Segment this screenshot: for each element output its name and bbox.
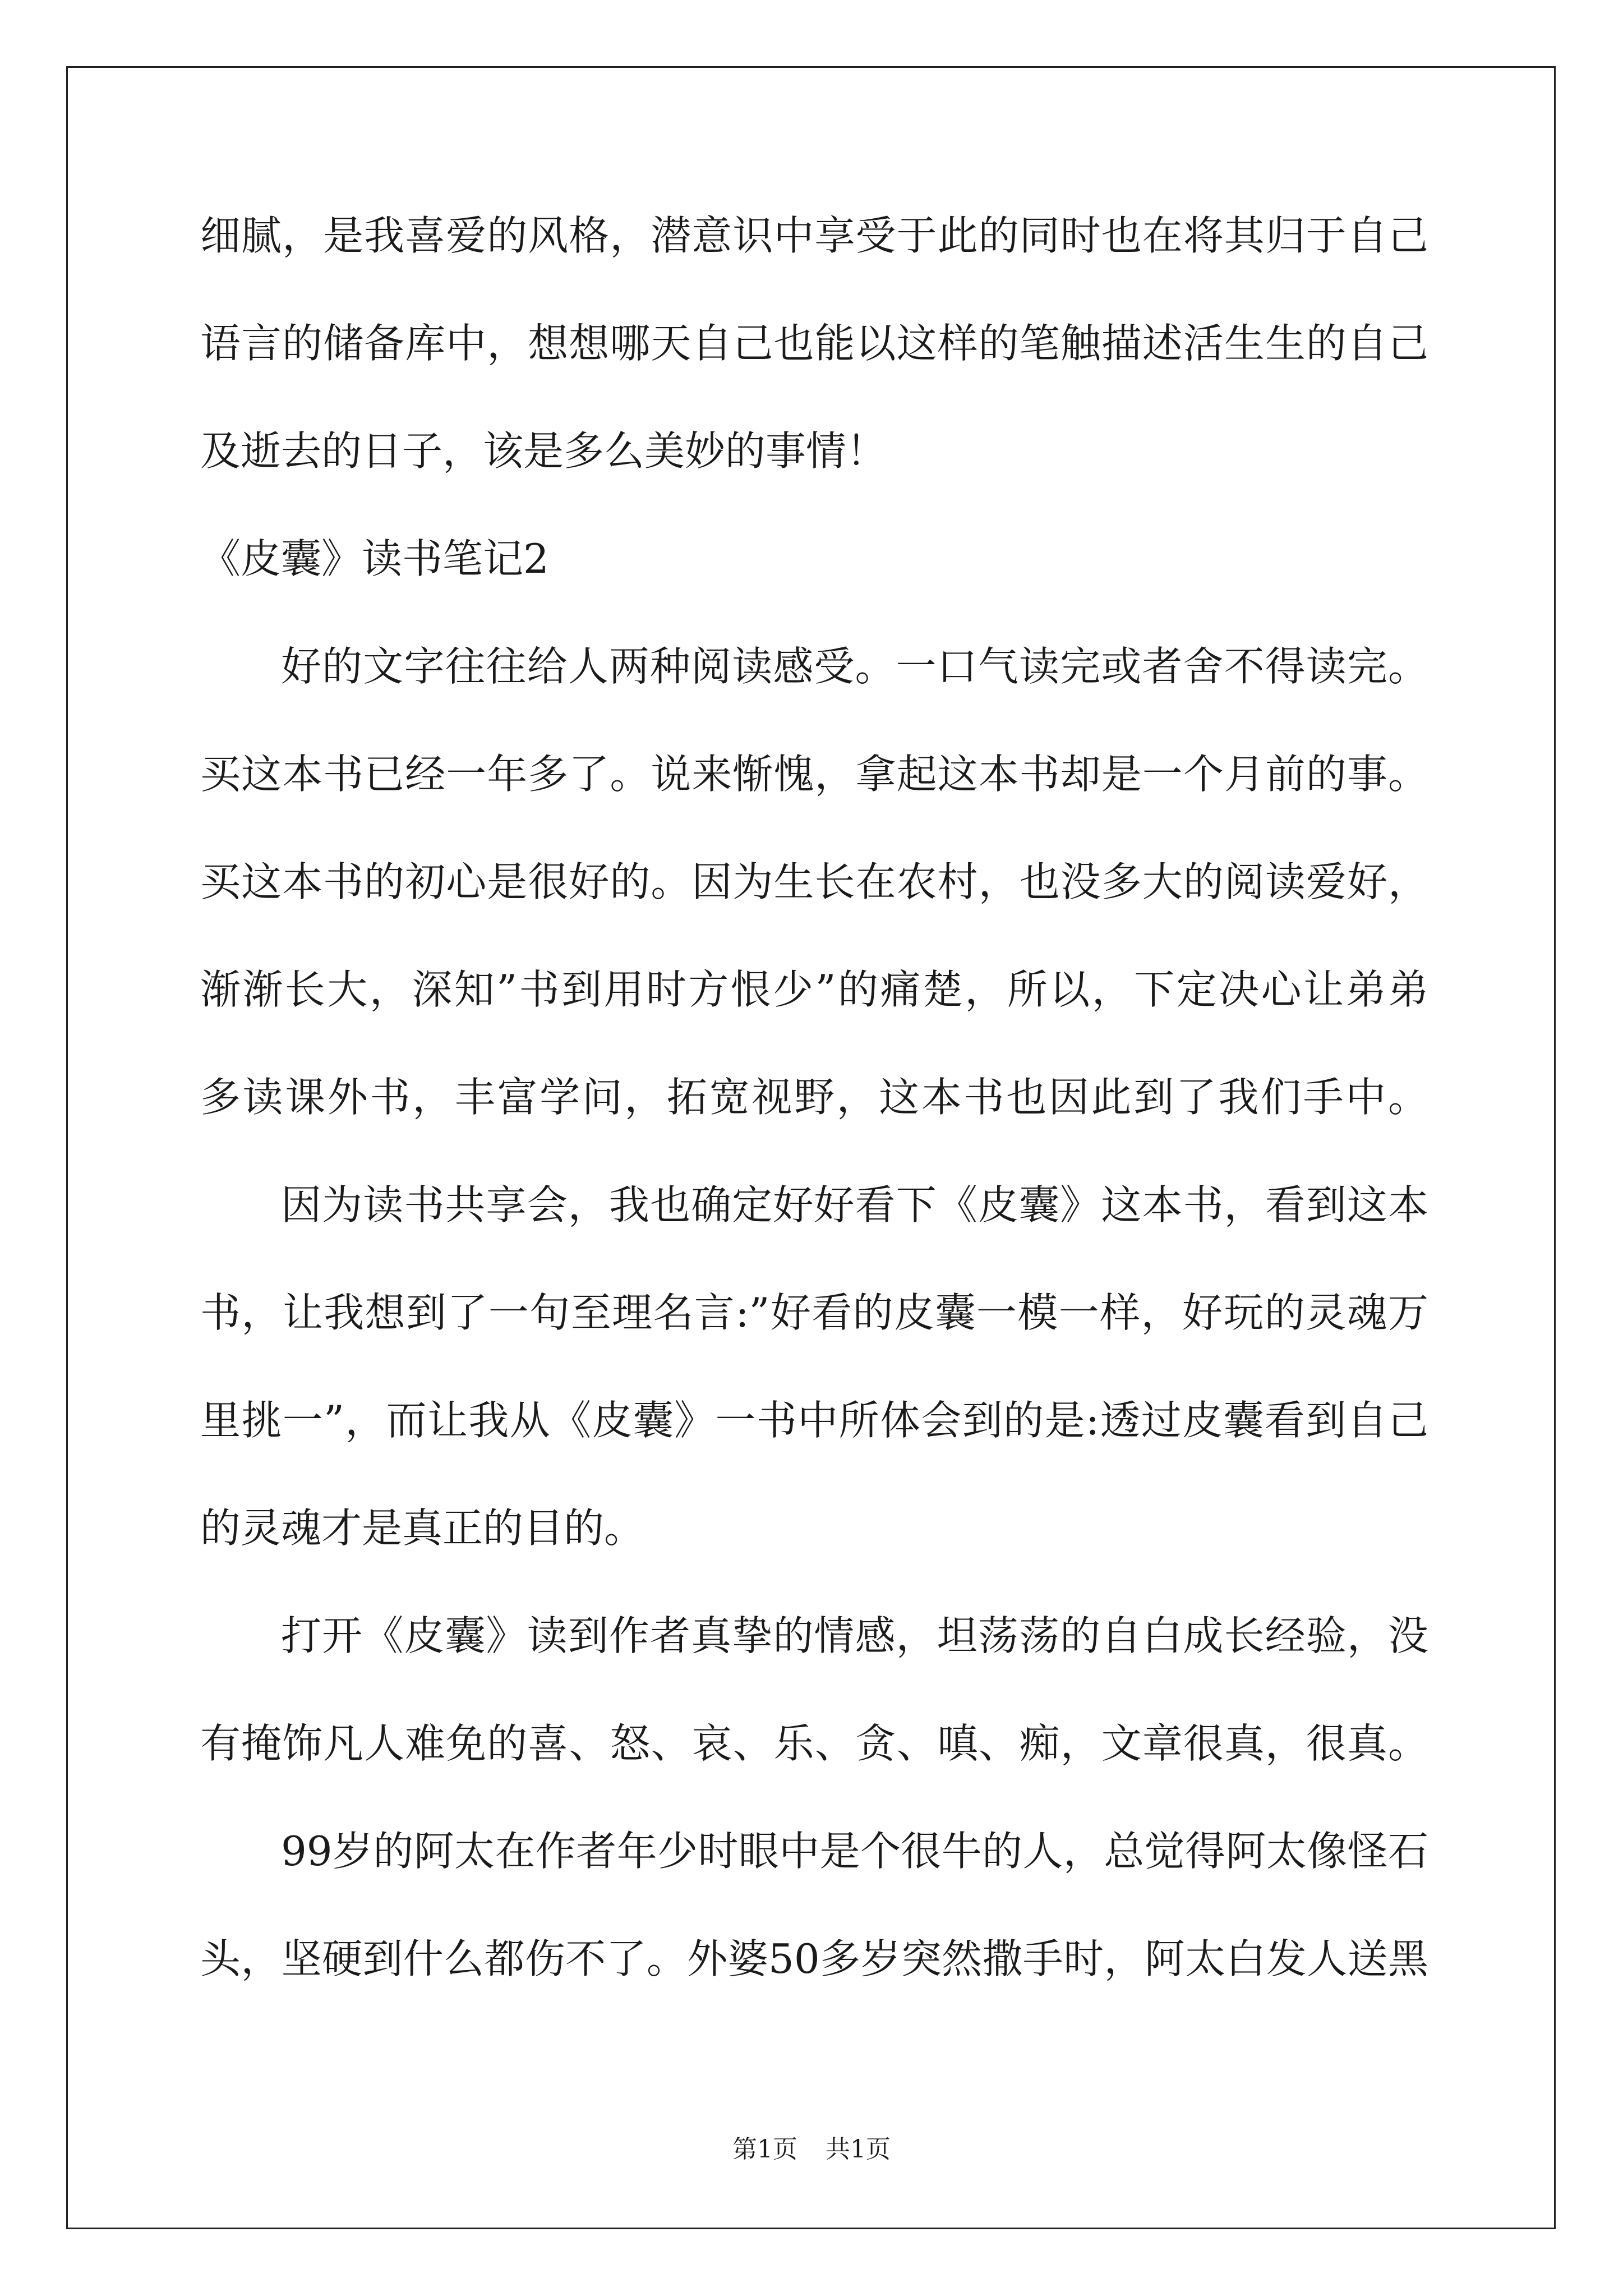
page-footer [0, 2134, 1623, 2165]
text-line: 渐渐长大，深知”书到用时方恨少”的痛楚，所以，下定决心让弟弟 [200, 966, 1428, 1013]
text-line: 99岁的阿太在作者年少时眼中是个很牛的人，总觉得阿太像怪石 [281, 1828, 1428, 1875]
text-line: 及逝去的日子，该是多么美妙的事情！ [200, 427, 887, 475]
text-line: 的灵魂才是真正的目的。 [200, 1504, 645, 1552]
text-line: 书，让我想到了一句至理名言:”好看的皮囊一模一样，好玩的灵魂万 [200, 1289, 1428, 1336]
text-line: 好的文字往往给人两种阅读感受。一口气读完或者舍不得读完。 [281, 643, 1428, 690]
text-line: 多读课外书，丰富学问，拓宽视野，这本书也因此到了我们手中。 [200, 1074, 1428, 1121]
section-heading: 《皮囊》读书笔记2 [200, 535, 549, 582]
text-line: 有掩饰凡人难免的喜、怒、哀、乐、贪、嗔、痴，文章很真，很真。 [200, 1720, 1428, 1767]
page-total: 共1页 [826, 2135, 891, 2164]
text-line: 买这本书已经一年多了。说来惭愧，拿起这本书却是一个月前的事。 [200, 751, 1428, 798]
page-number: 第1页 [732, 2135, 797, 2164]
document-body [200, 209, 1428, 2040]
text-line: 细腻，是我喜爱的风格，潜意识中享受于此的同时也在将其归于自己 [200, 212, 1428, 259]
text-line: 因为读书共享会，我也确定好好看下《皮囊》这本书，看到这本 [281, 1181, 1428, 1228]
text-line: 语言的储备库中，想想哪天自己也能以这样的笔触描述活生生的自己 [200, 320, 1428, 367]
text-line: 买这本书的初心是很好的。因为生长在农村，也没多大的阅读爱好， [200, 858, 1428, 905]
text-line: 打开《皮囊》读到作者真挚的情感，坦荡荡的自白成长经验，没 [281, 1612, 1428, 1659]
text-line: 里挑一”，而让我从《皮囊》一书中所体会到的是:透过皮囊看到自己 [200, 1397, 1428, 1444]
text-line: 头，坚硬到什么都伤不了。外婆50多岁突然撒手时，阿太白发人送黑 [200, 1935, 1428, 1982]
